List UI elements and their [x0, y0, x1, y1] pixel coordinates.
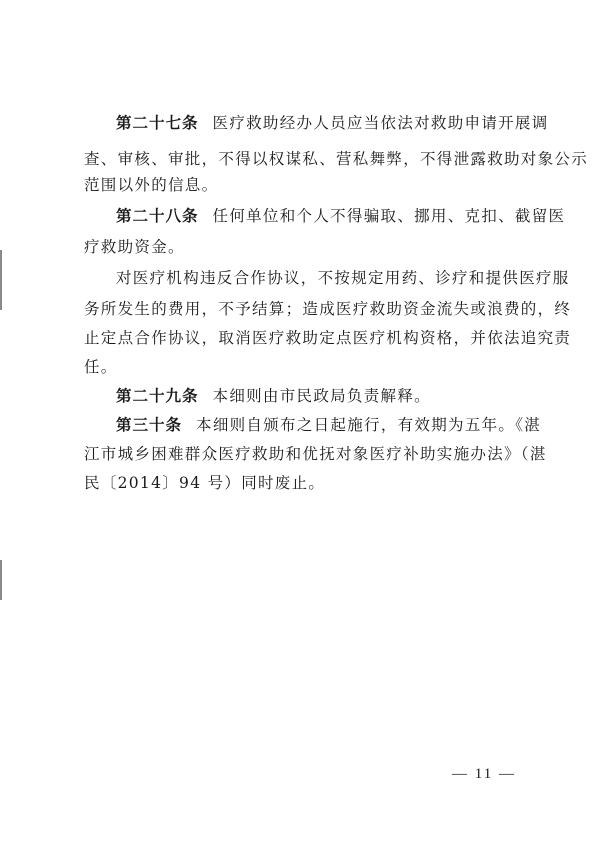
article-28-line-2: 疗救助资金。 — [84, 238, 185, 256]
article-29-line-1: 第二十九条 本细则由市民政局负责解释。 — [116, 387, 431, 405]
article-27-label: 第二十七条 — [116, 114, 199, 132]
article-28-para-2-line-2: 务所发生的费用，不予结算；造成医疗救助资金流失或浪费的，终 — [84, 300, 572, 318]
article-27-line-3: 范围以外的信息。 — [84, 176, 219, 194]
article-28-label: 第二十八条 — [116, 207, 199, 225]
article-28-line-1: 第二十八条 任何单位和个人不得骗取、挪用、克扣、截留医 — [116, 207, 566, 225]
article-27-line-1: 第二十七条 医疗救助经办人员应当依法对救助申请开展调 — [116, 114, 549, 132]
page-number: — 11 — — [452, 766, 516, 782]
article-30-line-3: 民〔2014〕94 号）同时废止。 — [84, 474, 326, 492]
article-30-label: 第三十条 — [116, 416, 183, 434]
article-28-para-2-line-4: 任。 — [84, 358, 118, 376]
article-29-label: 第二十九条 — [116, 387, 199, 405]
scan-edge-mark — [0, 560, 2, 600]
article-30-line-1: 第三十条 本细则自颁布之日起施行，有效期为五年。《湛 — [116, 416, 542, 434]
article-30-line-2: 江市城乡困难群众医疗救助和优抚对象医疗补助实施办法》（湛 — [84, 445, 547, 463]
scan-edge-mark — [0, 250, 2, 310]
article-27-line-2: 查、审核、审批，不得以权谋私、营私舞弊，不得泄露救助对象公示 — [84, 150, 589, 168]
article-28-para-2-line-1: 对医疗机构违反合作协议，不按规定用药、诊疗和提供医疗服 — [116, 269, 570, 287]
article-28-para-2-line-3: 止定点合作协议，取消医疗救助定点医疗机构资格，并依法追究责 — [84, 329, 572, 347]
